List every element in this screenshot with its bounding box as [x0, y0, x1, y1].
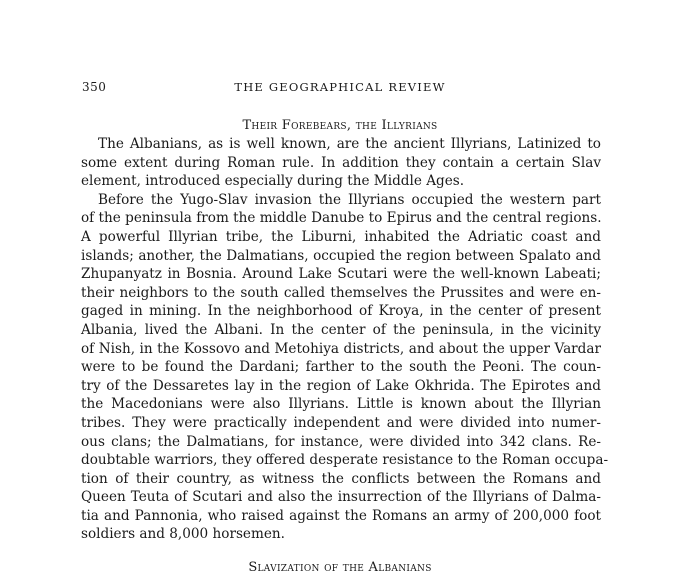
text-line: Zhupanyatz in Bosnia. Around Lake Scutari were the well-known Labeati;: [81, 266, 601, 283]
running-head: THE GEOGRAPHICAL REVIEW: [234, 80, 446, 94]
text-line: doubtable warriors, they offered desperate resistance to the Roman occupa-: [81, 452, 609, 469]
text-line: ous clans; the Dalmatians, for instance, were divided into 342 clans. Re-: [81, 433, 601, 450]
text-line: Queen Teuta of Scutari and also the insurrection of the Illyrians of Dalma-: [81, 489, 601, 506]
section-heading: Their Forebears, the Illyrians: [242, 118, 438, 133]
text-line: Albania, lived the Albani. In the center of the peninsula, in the vicinity: [81, 321, 601, 338]
page-number: 350: [82, 80, 107, 94]
text-line: The Albanians, as is well known, are the ancient Illyrians, Latinized to: [98, 136, 601, 152]
text-line: tion of their country, as witness the conflicts between the Romans and: [81, 470, 601, 487]
text-line: islands; another, the Dalmatians, occupied the region between Spalato and: [81, 247, 601, 264]
text-line: gaged in mining. In the neighborhood of Kroya, in the center of present: [81, 303, 601, 320]
text-line: tribes. They were practically independent and were divided into numer-: [81, 414, 601, 431]
text-line: tia and Pannonia, who raised against the Romans an army of 200,000 foot: [81, 507, 601, 524]
text-line: of Nish, in the Kossovo and Metohiya districts, and about the upper Vardar: [81, 340, 601, 357]
text-line: soldiers and 8,000 horsemen.: [81, 526, 285, 543]
text-line: were to be found the Dardani; farther to the south the Peoni. The coun-: [81, 359, 601, 376]
paragraph-1: [81, 135, 601, 191]
text-line: the Macedonians were also Illyrians. Little is known about the Illyrian: [81, 396, 601, 413]
text-line: their neighbors to the south called themselves the Prussites and were en-: [81, 284, 601, 301]
text-line: some extent during Roman rule. In addition they contain a certain Slav: [81, 154, 601, 171]
text-line: try of the Dessaretes lay in the region of Lake Okhrida. The Epirotes and: [81, 377, 601, 394]
text-line: A powerful Illyrian tribe, the Liburni, inhabited the Adriatic coast and: [81, 228, 601, 245]
paragraph-2: [81, 191, 609, 544]
body-text: [81, 135, 609, 544]
text-line: element, introduced especially during the Middle Ages.: [81, 173, 465, 190]
next-section-heading: Slavization of the Albanians: [248, 560, 432, 575]
text-line: of the peninsula from the middle Danube to Epirus and the central regions.: [81, 210, 602, 227]
text-line: Before the Yugo-Slav invasion the Illyrians occupied the western part: [98, 191, 601, 208]
